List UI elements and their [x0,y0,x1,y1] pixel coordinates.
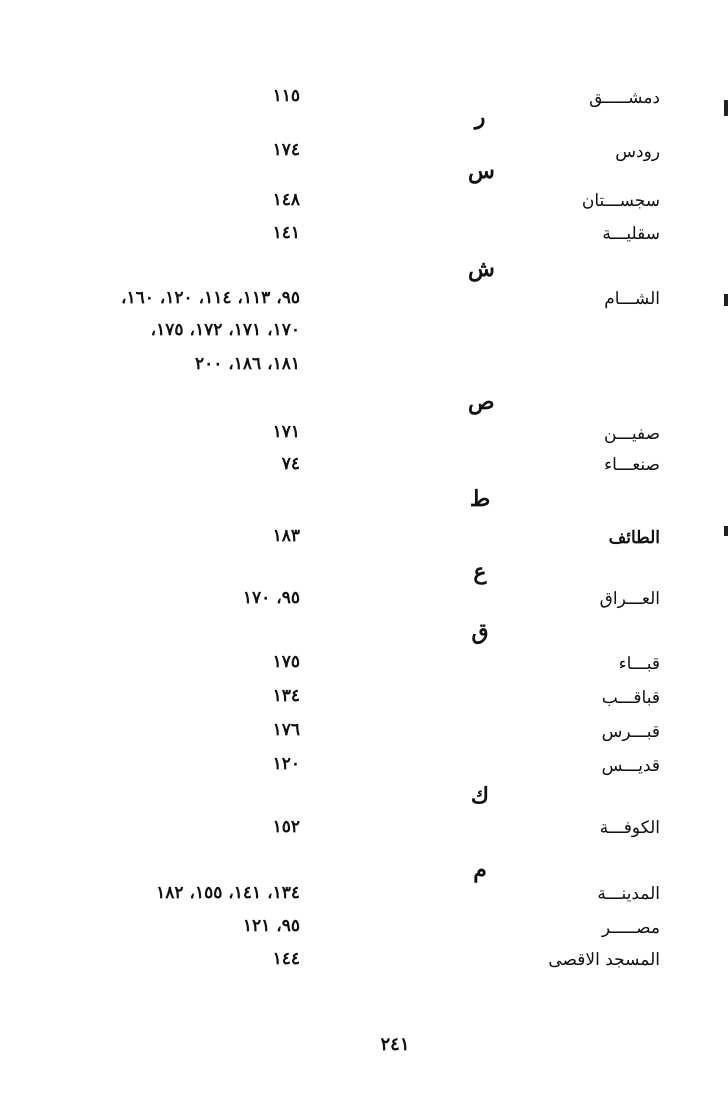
edge-mark [724,526,728,536]
page-numbers: ١٣٤، ١٤١، ١٥٥، ١٨٢ [156,883,300,903]
place-name: دمشـــــق [589,88,660,108]
place-name: العـــراق [599,589,660,609]
place-name: الشـــام [604,289,660,309]
place-name: قبـــاء [618,654,660,674]
page-numbers: ١٧٥ [272,652,300,672]
place-name: سقليـــة [602,224,660,244]
place-name: قديـــس [601,756,660,776]
page-numbers: ١٣٤ [272,686,300,706]
edge-mark [724,294,728,306]
page-number: ٢٤١ [380,1034,410,1055]
page-numbers: ٩٥، ١١٣، ١١٤، ١٢٠، ١٦٠، [120,288,300,308]
page-numbers: ٩٥، ١٢١ [242,916,300,936]
page-numbers: ١٤٤ [272,949,300,969]
section-letter: ص [468,389,495,415]
page-numbers: ١٧٤ [272,140,300,160]
place-name: سجســـتان [581,191,660,211]
section-letter: ق [471,619,489,645]
section-letter: س [468,158,495,184]
section-letter: ش [468,256,495,282]
section-letter: ك [470,783,490,809]
section-letter: ع [473,559,487,585]
place-name: صفيـــن [603,424,660,444]
page-numbers: ١٨٣ [272,526,300,546]
page-numbers: ١٥٢ [272,817,300,837]
section-letter: ر [474,104,486,130]
page-numbers: ١٤١ [272,223,300,243]
place-name: المدينـــة [597,884,660,904]
page-numbers: ١١٥ [272,86,300,106]
place-name: قباقـــب [601,688,660,708]
page-numbers: ١٧٠، ١٧١، ١٧٢، ١٧٥، [150,320,300,340]
place-name: صنعـــاء [604,455,660,475]
section-letter: ط [469,486,491,512]
page-numbers: ١٧١ [272,422,300,442]
place-name: قبـــرس [601,722,660,742]
place-name: المسجد الاقصى [548,950,660,970]
page-numbers: ١٨١، ١٨٦، ٢٠٠ [194,354,300,374]
page-numbers: ١٢٠ [272,754,300,774]
section-letter: م [473,857,487,883]
place-name: الطائف [608,528,660,548]
page-numbers: ٩٥، ١٧٠ [242,588,300,608]
page-numbers: ٧٤ [281,454,300,474]
place-name: مصـــــر [601,918,660,938]
page-numbers: ١٧٦ [272,720,300,740]
edge-mark [724,100,728,116]
page-numbers: ١٤٨ [272,190,300,210]
place-name: رودس [615,142,660,162]
place-name: الكوفـــة [599,818,660,838]
